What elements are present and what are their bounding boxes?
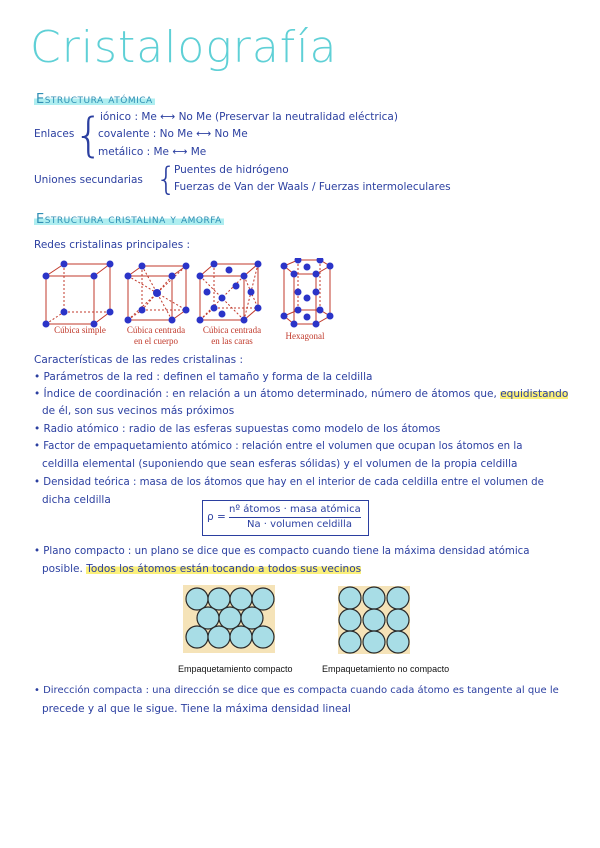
simple-cubic-cell <box>46 264 110 324</box>
enlaces-brace: { <box>74 108 104 162</box>
section-heading-estructura-cristalina <box>34 212 224 227</box>
highlight-equidistando: equidistando <box>500 388 569 400</box>
caption-noncompact: Empaquetamiento no compacto <box>322 664 450 674</box>
bullet-indice-text: • Índice de coordinación : en relación a un átomo determinado, número de átomos que <box>34 388 494 400</box>
formula-fraction-line <box>229 517 361 518</box>
caption-fcc-line1: Cúbica centrada <box>202 325 262 335</box>
bcc-cell <box>125 263 190 324</box>
caption-bcc <box>118 325 194 347</box>
bullet-parametros: • Parámetros de la red : definen el tamaño y forma de la celdilla <box>34 371 373 383</box>
caption-hexagonal: Hexagonal <box>285 331 325 341</box>
plano-line2-text: posible. <box>42 563 83 575</box>
bullet-factor-line2: celdilla elemental (suponiendo que sean esferas sólidas) y el volumen de la propia celdilla <box>42 458 518 470</box>
bullet-indice-line1: • Índice de coordinación : en relación a un átomo determinado, número de átomos que, equidistando <box>34 388 569 400</box>
caption-simple-cubic: Cúbica simple <box>54 325 106 335</box>
bullet-densidad-line1: • Densidad teórica : masa de los átomos que hay en el interior de cada celdilla entre el volumen de <box>34 477 544 488</box>
compact-packing-diagram <box>183 585 275 653</box>
section-heading-text: Estructura atómica <box>36 92 153 107</box>
enlace-ionico: iónico : Me ⟷ No Me (Preservar la neutralidad eléctrica) <box>100 111 398 123</box>
redes-label: Redes cristalinas principales : <box>34 239 191 251</box>
bullet-plano-line2 <box>42 563 361 575</box>
bullet-plano-line1: • Plano compacto : un plano se dice que es compacto cuando tiene la máxima densidad atómica <box>34 546 530 557</box>
noncompact-packing-diagram <box>338 586 410 654</box>
density-formula-box <box>202 500 369 536</box>
formula-numerator: nº átomos · masa atómica <box>229 504 361 515</box>
highlight-todos-los-atomos: Todos los átomos están tocando a todos sus vecinos <box>86 563 362 575</box>
uniones-brace: { <box>156 160 177 198</box>
section-heading-text: Estructura cristalina y amorfa <box>36 212 222 227</box>
uniones-label: Uniones secundarias <box>34 174 143 186</box>
caption-compact: Empaquetamiento compacto <box>178 664 293 674</box>
caracteristicas-label: Características de las redes cristalinas : <box>34 354 244 366</box>
enlace-covalente: covalente : No Me ⟷ No Me <box>98 128 248 140</box>
union-van-der-waals: Fuerzas de Van der Waals / Fuerzas intermoleculares <box>174 181 451 193</box>
bullet-direccion-line2: precede y al que le sigue. Tiene la máxima densidad lineal <box>42 703 351 715</box>
formula-rho: ρ = <box>207 511 226 523</box>
bullet-radio: • Radio atómico : radio de las esferas supuestas como modelo de los átomos <box>34 423 441 435</box>
section-heading-estructura-atomica <box>34 92 155 107</box>
bullet-factor-line1: • Factor de empaquetamiento atómico : relación entre el volumen que ocupan los átomos en la <box>34 441 523 452</box>
enlaces-label: Enlaces <box>34 128 75 140</box>
enlace-metalico: metálico : Me ⟷ Me <box>98 146 207 158</box>
bullet-indice-line2: de él, son sus vecinos más próximos <box>42 405 235 417</box>
hexagonal-cell <box>281 258 334 328</box>
union-puentes: Puentes de hidrógeno <box>174 164 289 176</box>
formula-denominator: Na · volumen celdilla <box>247 519 352 530</box>
fcc-cell <box>197 261 262 324</box>
bullet-direccion-line1: • Dirección compacta : una dirección se dice que es compacta cuando cada átomo es tangente al que le <box>34 685 559 696</box>
page-title: Cristalografía <box>30 22 338 73</box>
caption-fcc <box>194 325 270 347</box>
bullet-densidad-line2: dicha celdilla <box>42 494 111 506</box>
caption-bcc-line2: en el cuerpo <box>134 336 178 346</box>
caption-bcc-line1: Cúbica centrada <box>126 325 186 335</box>
caption-fcc-line2: en las caras <box>211 336 253 346</box>
